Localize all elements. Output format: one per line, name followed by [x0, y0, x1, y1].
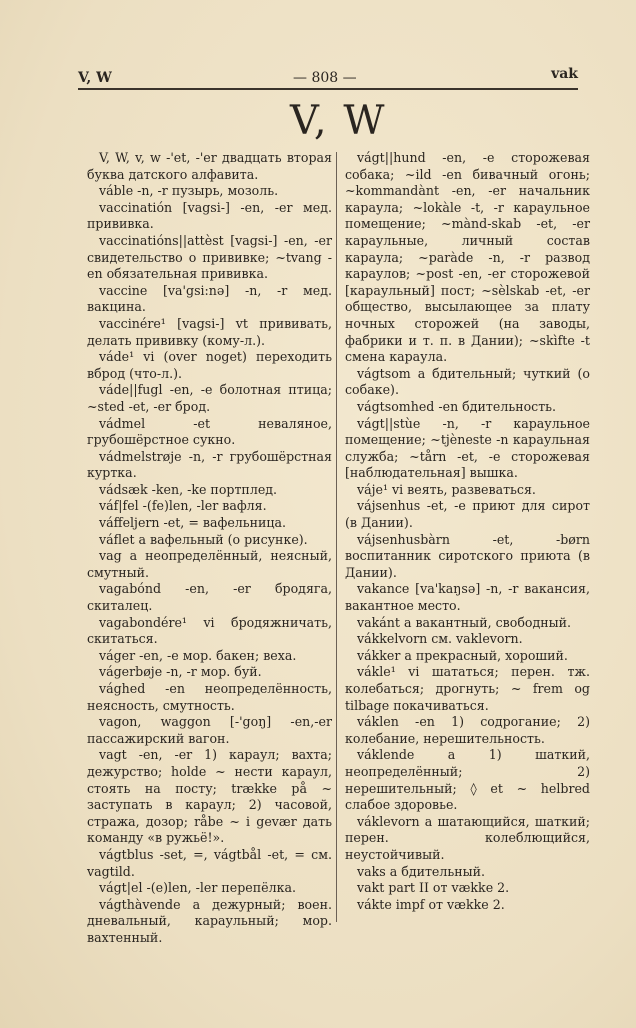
header-left-letters: V, W	[78, 70, 112, 86]
entry: vájsenhus -et, -e приют для сирот (в Дании).	[345, 498, 590, 531]
entry: vágtsomhed -en бдительность.	[357, 398, 557, 414]
entry: vaccinére¹ [vagsi-] vt прививать, делать прививку (кому-л.).	[87, 315, 332, 348]
header-guide-word: vak	[551, 66, 578, 82]
entry: vákte impf от vække 2.	[357, 896, 505, 912]
entry: vághed -en неопределённость, неясность, смутность.	[87, 681, 332, 713]
right-column	[345, 150, 590, 913]
entry: V, W, v, w -'et, -'er двадцать вторая буква датского алфавита.	[87, 150, 332, 182]
entry: vagt -en, -er 1) караул; вахта; дежурство; holde ~ нести караул, стоять на посту; trække på ~ заступать в караул; 2) часовой, стража, дозор; råbe ~ i gevær дать команду «в ружьё!».	[87, 747, 332, 846]
section-title: V, W	[290, 98, 387, 144]
entry: váklen -en 1) содрогание; 2) колебание, нерешительность.	[345, 714, 590, 746]
entry: váf|fel -(fe)len, -ler вафля.	[99, 498, 267, 514]
page-header	[78, 66, 578, 90]
entry: vágt||hund -en, -e сторожевая собака; ~ild -en бивачный огонь; ~kommandànt -en, -er начальник караула; ~lokàle -t, -r караульное помещение; ~mànd-skab -et, -er караульные, личный состав караула; ~paràde -n, -r развод караулов; ~post -en, -er сторожевой [караульный] пост; ~sèlskab -et, -er общество, высылающее за плату ночных сторожей (на заводы, фабрики и т. п. в Дании); ~skìfte -t смена караула.	[345, 150, 590, 365]
entry: vag a неопределённый, неясный, смутный.	[87, 548, 332, 580]
entry: vakánt a вакантный, свободный.	[357, 614, 572, 630]
entry: váffeljern -et, = вафельница.	[99, 515, 287, 531]
entry: vágerbøje -n, -r мор. буй.	[99, 664, 262, 680]
entry: vádmelstrøje -n, -r грубошёрстная куртка.	[87, 448, 332, 481]
entry: vakt part II от vække 2.	[357, 880, 510, 896]
entry: vákker a прекрасный, хороший.	[357, 647, 568, 663]
entry: váklende a 1) шаткий, неопределённый; 2) нерешительный; ◊ et ~ helbred слабое здоровье.	[345, 747, 590, 813]
entry: vagon, waggon [-'goŋ] -en,-er пассажирский вагон.	[87, 714, 332, 746]
entry: vágtblus -set, =, vágtbål -et, = см. vagtild.	[87, 846, 332, 879]
entry: váde||fugl -en, -e болотная птица; ~sted -et, -er брод.	[87, 382, 332, 414]
entry: váde¹ vi (over noget) переходить вброд (что-л.).	[87, 349, 332, 381]
entry: vákle¹ vi шататься; перен. тж. колебаться; дрогнуть; ~ frem og tilbage покачиваться.	[345, 664, 590, 713]
left-column	[87, 150, 332, 947]
entry: vaccine [va'gsi:nə] -n, -r мед. вакцина.	[87, 282, 332, 315]
entry: vádsæk -ken, -ke портплед.	[99, 481, 278, 497]
entry: vagabónd -en, -er бродяга, скиталец.	[87, 581, 332, 614]
entry: vágt||stùe -n, -r караульное помещение; ~tjèneste -n караульная служба; ~tårn -et, -e сторожевая [наблюдательная] вышка.	[345, 415, 590, 481]
entry: vájsenhusbàrn -et, -børn воспитанник сиротского приюта (в Дании).	[345, 531, 590, 580]
entry: váje¹ vi веять, развеваться.	[357, 481, 536, 497]
entry: vákkelvorn см. vaklevorn.	[357, 631, 523, 647]
entry: váflet a вафельный (о рисунке).	[99, 531, 308, 547]
entry: vaccinatión [vagsi-] -en, -er мед. прививка.	[87, 199, 332, 232]
entry: váble -n, -r пузырь, мозоль.	[99, 183, 279, 199]
entry: váger -en, -e мор. бакен; веха.	[99, 647, 297, 663]
entry: vágtsom a бдительный; чуткий (о собаке).	[345, 365, 590, 398]
entry: vágt|el -(e)len, -ler перепёлка.	[99, 880, 296, 896]
entry: vakance [va'kaŋsə] -n, -r вакансия, вакантное место.	[345, 581, 590, 614]
entry: vaccinatións||attèst [vagsi-] -en, -er свидетельство о прививке; ~tvang -en обязательная прививка.	[87, 232, 332, 282]
page-number: — 808 —	[293, 70, 357, 86]
entry: vádmel -et неваляное, грубошёрстное сукно.	[87, 415, 332, 448]
column-divider	[336, 152, 337, 922]
entry: vagabondére¹ vi бродяжничать, скитаться.	[87, 614, 332, 647]
entry: vaks a бдительный.	[357, 863, 486, 879]
entry: vágthàvende a дежурный; воен. дневальный, караульный; мор. вахтенный.	[87, 896, 332, 945]
entry: váklevorn a шатающийся, шаткий; перен. колеблющийся, неустойчивый.	[345, 813, 590, 862]
